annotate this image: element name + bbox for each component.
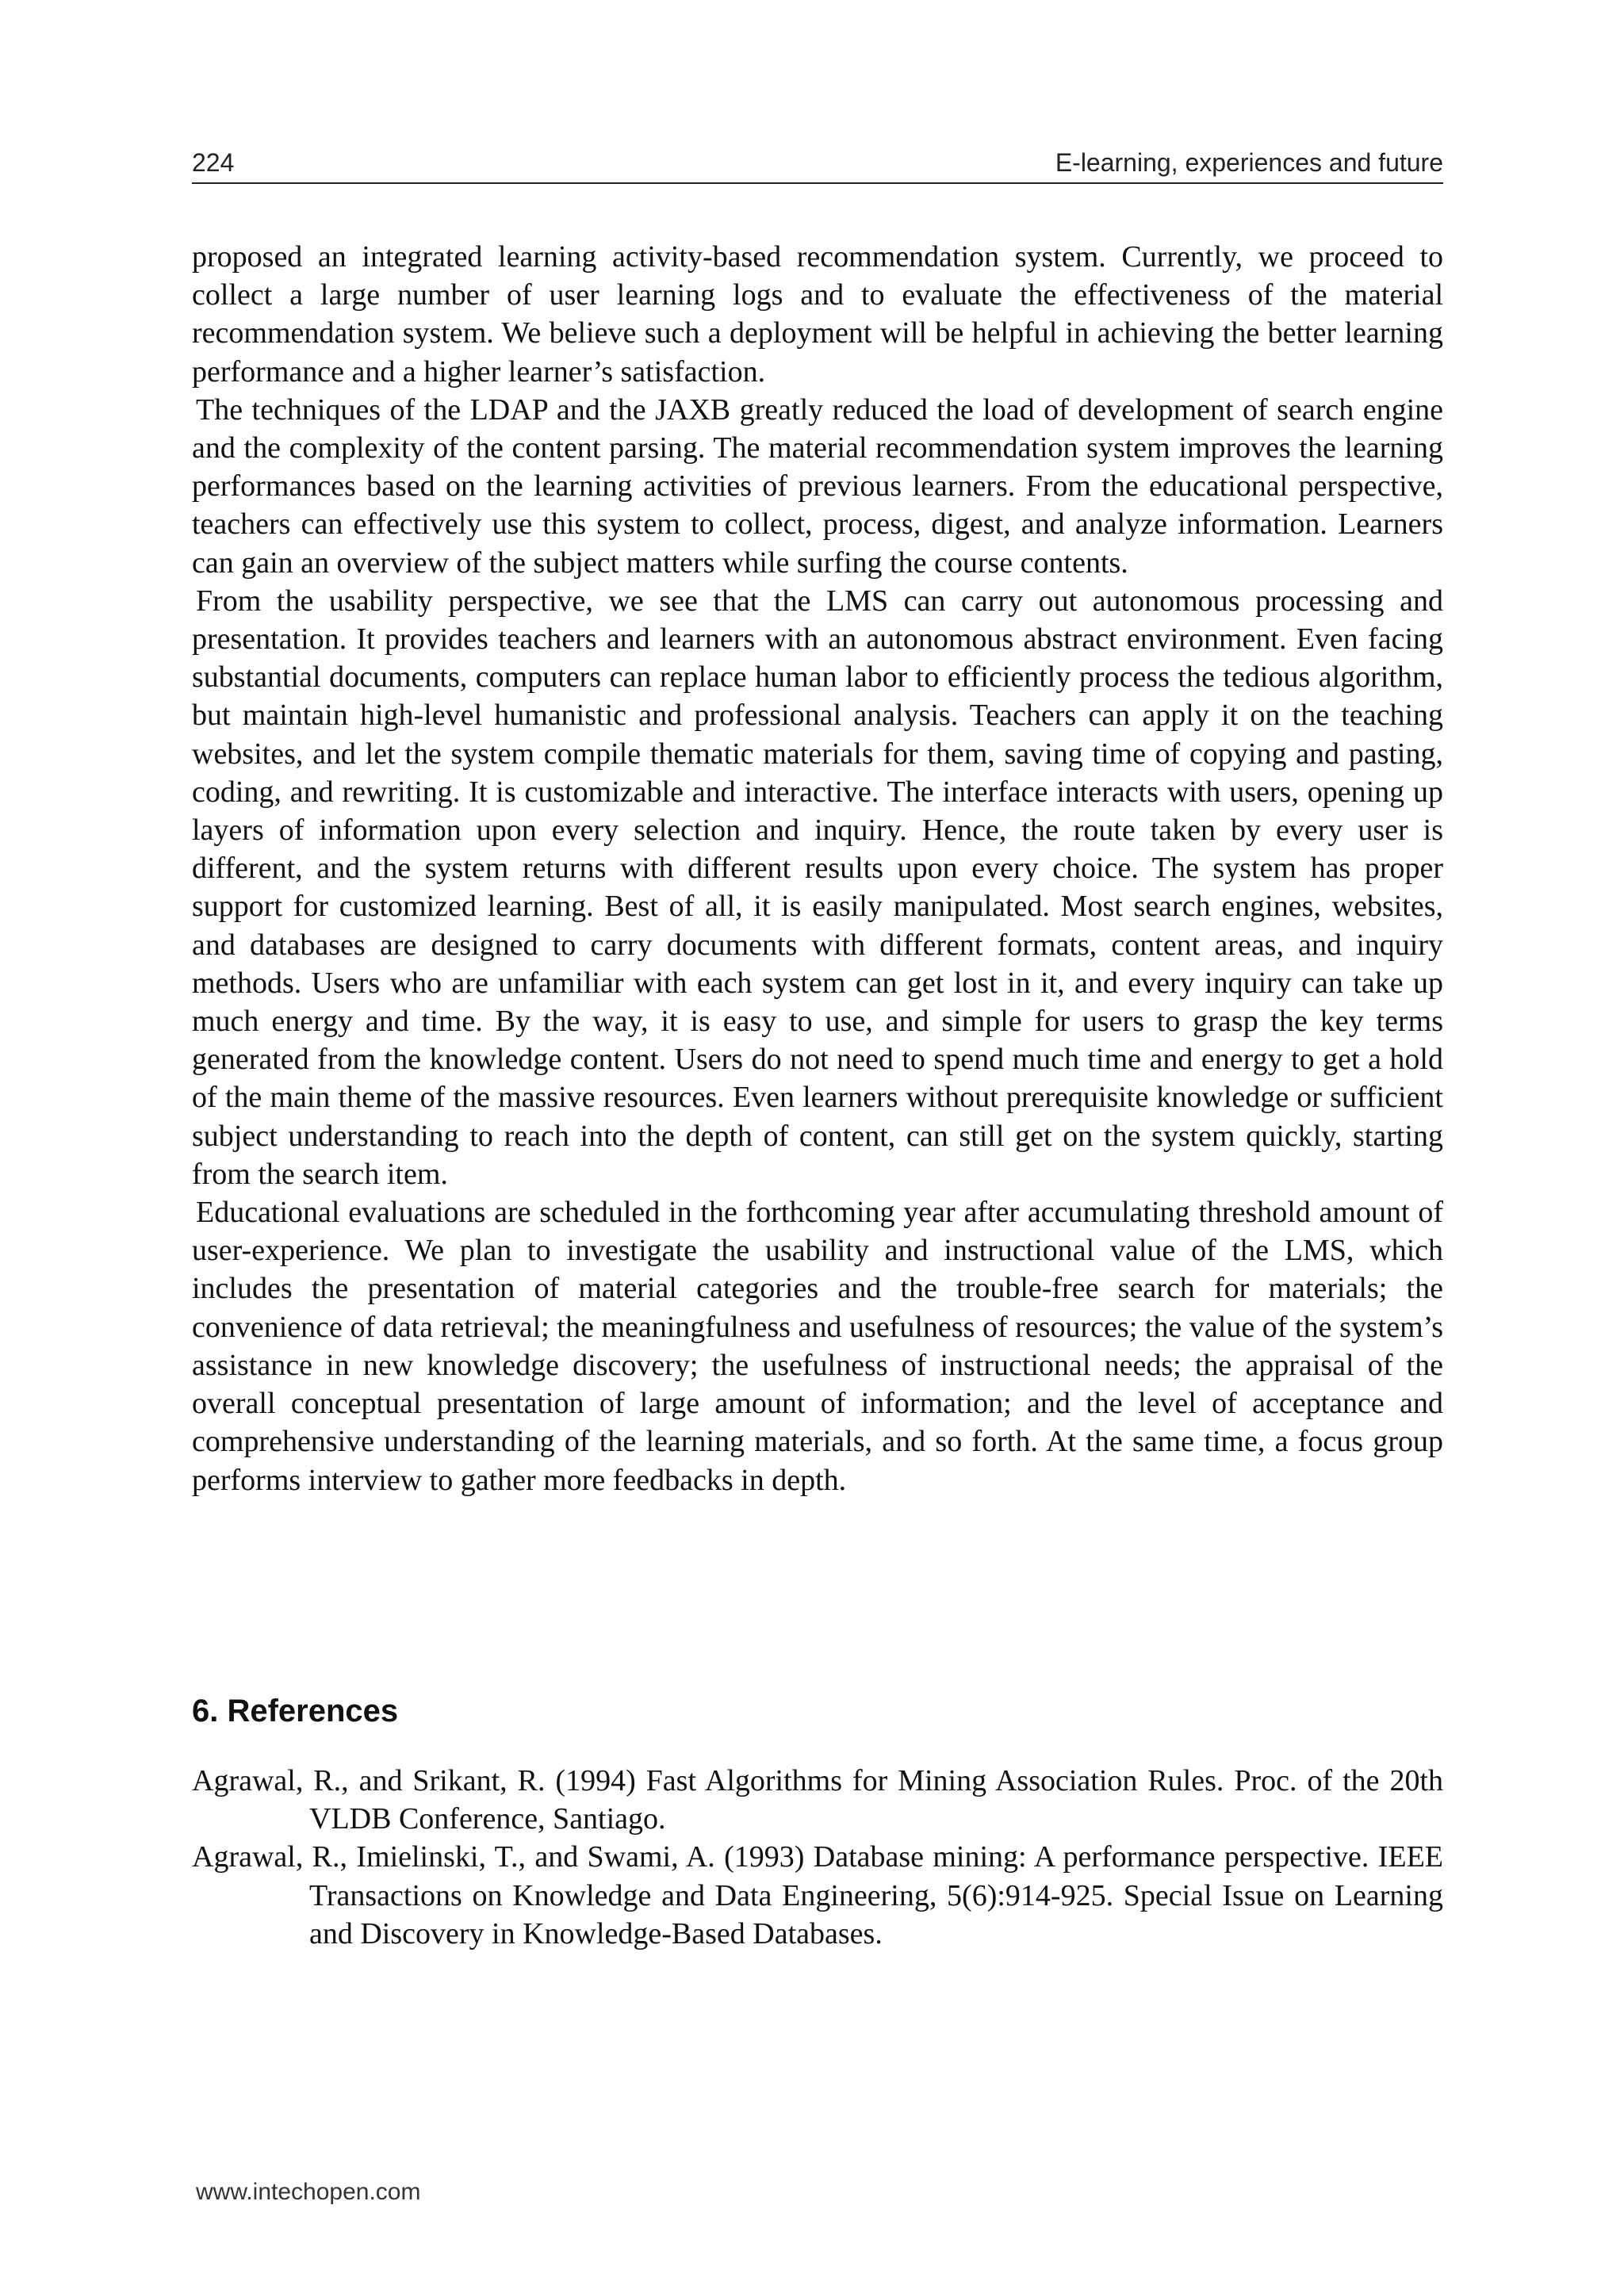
reference-item: Agrawal, R., Imielinski, T., and Swami, A. (1993) Database mining: A performance perspective. IEEE Transactions on Knowledge and Data Engineering, 5(6):914-925. Special Issue on Learning and Discovery in Knowledge-Based Databases. xyxy=(192,1840,1443,1950)
body-text xyxy=(192,238,1443,1499)
page-header xyxy=(192,143,1443,184)
reference-item: Agrawal, R., and Srikant, R. (1994) Fast Algorithms for Mining Association Rules. Proc. of the 20th VLDB Conference, Santiago. xyxy=(192,1764,1443,1836)
body-paragraph: From the usability perspective, we see that the LMS can carry out autonomous processing and presentation. It provides teachers and learners with an autonomous abstract environment. Even facing substantial documents, computers can replace human labor to efficiently process the tedious algorithm, but maintain high-level humanistic and professional analysis. Teachers can apply it on the teaching websites, and let the system compile thematic materials for them, saving time of copying and pasting, coding, and rewriting. It is customizable and interactive. The interface interacts with users, opening up layers of information upon every selection and inquiry. Hence, the route taken by every user is different, and the system returns with different results upon every choice. The system has proper support for customized learning. Best of all, it is easily manipulated. Most search engines, websites, and databases are designed to carry documents with different formats, content areas, and inquiry methods. Users who are unfamiliar with each system can get lost in it, and every inquiry can take up much energy and time. By the way, it is easy to use, and simple for users to grasp the key terms generated from the knowledge content. Users do not need to spend much time and energy to get a hold of the main theme of the massive resources. Even learners without prerequisite knowledge or sufficient subject understanding to reach into the depth of content, can still get on the system quickly, starting from the search item. xyxy=(192,584,1443,1191)
body-paragraph: Educational evaluations are scheduled in the forthcoming year after accumulating threshold amount of user-experience. We plan to investigate the usability and instructional value of the LMS, which includes the presentation of material categories and the trouble-free search for materials; the convenience of data retrieval; the meaningfulness and usefulness of resources; the value of the system’s assistance in new knowledge discovery; the usefulness of instructional needs; the appraisal of the overall conceptual presentation of large amount of information; and the level of acceptance and comprehensive understanding of the learning materials, and so forth. At the same time, a focus group performs interview to gather more feedbacks in depth. xyxy=(192,1196,1443,1497)
page-number: 224 xyxy=(192,148,235,177)
footer-url: www.intechopen.com xyxy=(196,2179,421,2205)
references-heading: 6. References xyxy=(192,1694,399,1728)
reference-list xyxy=(192,1762,1443,1953)
body-paragraph: proposed an integrated learning activity-based recommendation system. Currently, we proceed to collect a large number of user learning logs and to evaluate the effectiveness of the material recommendation system. We believe such a deployment will be helpful in achieving the better learning performance and a higher learner’s satisfaction. xyxy=(192,240,1443,389)
body-paragraph: The techniques of the LDAP and the JAXB greatly reduced the load of development of search engine and the complexity of the content parsing. The material recommendation system improves the learning performances based on the learning activities of previous learners. From the educational perspective, teachers can effectively use this system to collect, process, digest, and analyze information. Learners can gain an overview of the subject matters while surfing the course contents. xyxy=(192,392,1443,580)
running-title: E-learning, experiences and future xyxy=(1055,148,1443,177)
